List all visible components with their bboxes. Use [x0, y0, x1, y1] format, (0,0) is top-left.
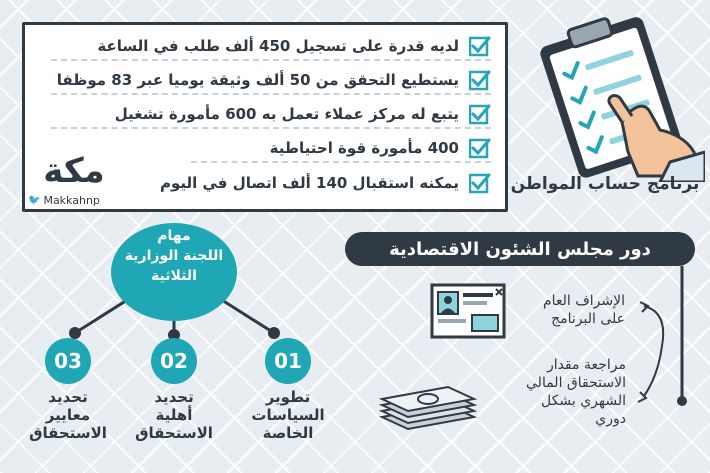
role-line: دوري	[595, 411, 626, 427]
council-role	[515, 292, 625, 328]
checklist-text: لديه قدرة على تسجيل 450 ألف طلب في الساعة	[97, 37, 459, 55]
checklist-text: يستطيع التحقق من 50 ألف وثيقة يوميا عبر 83 موظفا	[56, 71, 459, 89]
task-number: 02	[160, 349, 188, 373]
task-line: أهلية	[155, 406, 193, 424]
task-text	[119, 388, 229, 442]
committee-title-line: مهام	[157, 228, 191, 244]
task-line: معايير	[45, 406, 91, 424]
committee-title-line: اللجنة الوزارية	[124, 248, 224, 264]
role-line: الشهري بشكل	[541, 393, 626, 409]
task-line: تطوير	[265, 388, 311, 406]
committee-title-line: الثلاثية	[151, 268, 197, 284]
council-title: دور مجلس الشئون الاقتصادية	[389, 238, 651, 260]
checklist-item	[151, 169, 491, 197]
task-line: تحديد	[48, 388, 88, 406]
task-text	[13, 388, 123, 442]
checklist-item	[191, 135, 491, 163]
council-role	[500, 356, 626, 428]
task-line: السياسات	[251, 406, 325, 424]
makkah-logo	[22, 152, 122, 208]
council-connector	[630, 266, 700, 416]
check-icon	[469, 103, 491, 125]
logo-handle-text: Makkahnp	[43, 194, 100, 207]
role-line: على البرنامج	[551, 311, 625, 327]
role-line: الاستحقاق المالي	[526, 375, 626, 391]
task-line: تحديد	[154, 388, 194, 406]
logo-word: مكة	[28, 152, 120, 192]
task-number: 01	[274, 349, 302, 373]
check-icon	[469, 172, 491, 194]
check-icon	[469, 69, 491, 91]
program-title: برنامج حساب المواطن	[510, 174, 700, 194]
check-icon	[469, 137, 491, 159]
task-text	[233, 388, 343, 442]
committee-title	[110, 226, 238, 286]
task-line: الاستحقاق	[29, 424, 107, 442]
money-stack-icon	[378, 383, 478, 433]
clipboard-icon	[510, 12, 705, 182]
checklist-item	[51, 101, 491, 129]
logo-handle	[28, 194, 120, 207]
task-line: الخاصة	[262, 424, 314, 442]
twitter-icon: 🐦	[28, 195, 41, 206]
checklist-item	[51, 67, 491, 95]
task-number: 03	[54, 349, 82, 373]
check-icon	[469, 35, 491, 57]
task-line: الاستحقاق	[135, 424, 213, 442]
checklist-text: 400 مأمورة قوة احتياطية	[269, 139, 459, 157]
role-line: مراجعة مقدار	[546, 357, 626, 373]
role-line: الإشراف العام	[542, 293, 625, 309]
council-banner	[345, 232, 695, 266]
id-card-icon	[430, 283, 506, 339]
checklist-item	[51, 33, 491, 61]
checklist-text: يتبع له مركز عملاء تعمل به 600 مأمورة تشغيل	[114, 105, 459, 123]
checklist-text: يمكنه استقبال 140 ألف اتصال في اليوم	[159, 174, 459, 192]
